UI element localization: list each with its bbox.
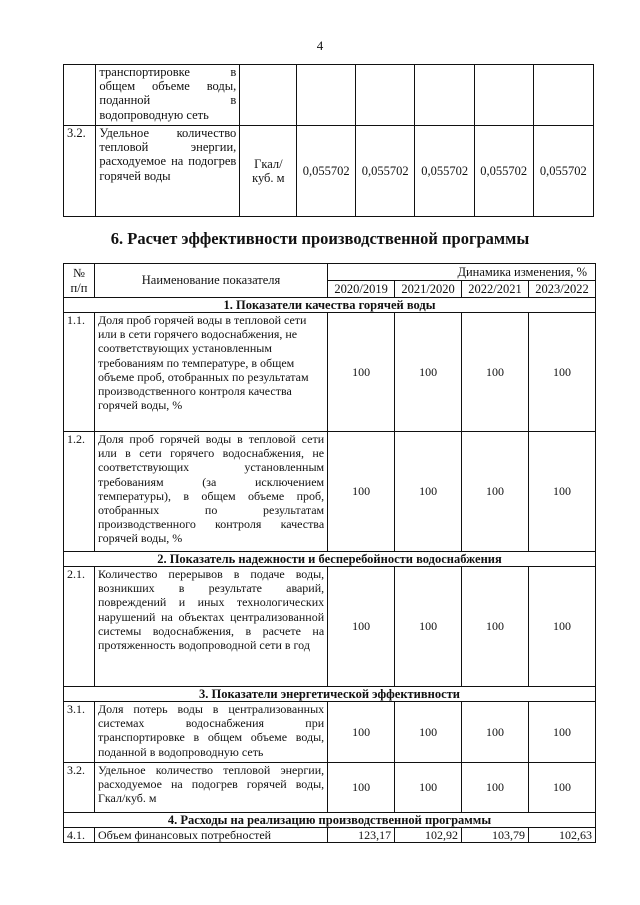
value-cell: 102,63 xyxy=(529,828,596,843)
row-name: Объем финансовых потребностей xyxy=(94,828,327,843)
table-row xyxy=(64,828,596,843)
row-number: 1.2. xyxy=(64,432,95,552)
section-heading: 2. Показатель надежности и бесперебойности водоснабжения xyxy=(64,552,596,567)
row-name: Удельное количество тепловой энергии, расходуемое на подогрев горячей воды, Гкал/куб. м xyxy=(94,763,327,813)
section-row xyxy=(64,687,596,702)
value-cell: 100 xyxy=(529,313,596,432)
value-cell: 100 xyxy=(328,763,395,813)
section-row xyxy=(64,552,596,567)
value-cell: 100 xyxy=(395,432,462,552)
section-heading: 3. Показатели энергетической эффективности xyxy=(64,687,596,702)
value-cell: 100 xyxy=(395,702,462,763)
period-header: 2023/2022 xyxy=(529,281,596,298)
value-cell: 100 xyxy=(462,313,529,432)
dynamics-header: Динамика изменения, % xyxy=(328,264,596,281)
value-cell: 123,17 xyxy=(328,828,395,843)
table-row xyxy=(64,65,594,126)
value-cell: 100 xyxy=(462,567,529,687)
table-row xyxy=(64,126,594,217)
value-cell: 100 xyxy=(328,567,395,687)
period-header: 2022/2021 xyxy=(462,281,529,298)
value-cell: 0,055702 xyxy=(297,126,356,217)
name-header: Наименование показателя xyxy=(94,264,327,298)
row-number: 3.2. xyxy=(64,126,96,217)
row-name: Доля проб горячей воды в тепловой сети или в сети горячего водоснабжения, не соответствующих установленным требованиям по температуре, в общем объеме проб, отобранных по результатам производственного контроля качества горячей воды, % xyxy=(94,313,327,432)
table-row xyxy=(64,763,596,813)
row-name: Количество перерывов в подаче воды, возникших в результате аварий, повреждений и иных технологических нарушений на объектах централизованной системы водоснабжения, в расчете на протяженность водопроводной сети в год xyxy=(94,567,327,687)
section-row xyxy=(64,813,596,828)
value-cell: 100 xyxy=(328,702,395,763)
unit-cell: Гкал/ куб. м xyxy=(240,126,297,217)
value-cell: 0,055702 xyxy=(474,126,533,217)
value-cell: 100 xyxy=(529,432,596,552)
value-cell: 100 xyxy=(529,702,596,763)
value-cell: 0,055702 xyxy=(415,126,475,217)
value-cell: 103,79 xyxy=(462,828,529,843)
row-number: 4.1. xyxy=(64,828,95,843)
section-row xyxy=(64,298,596,313)
value-cell: 100 xyxy=(529,763,596,813)
row-number: 2.1. xyxy=(64,567,95,687)
period-header: 2020/2019 xyxy=(328,281,395,298)
table-row xyxy=(64,432,596,552)
table-row xyxy=(64,567,596,687)
section-heading: 1. Показатели качества горячей воды xyxy=(64,298,596,313)
continued-table xyxy=(63,64,594,217)
value-cell: 100 xyxy=(395,567,462,687)
row-number: 3.1. xyxy=(64,702,95,763)
value-cell: 100 xyxy=(462,702,529,763)
period-header: 2021/2020 xyxy=(395,281,462,298)
value-cell: 100 xyxy=(395,763,462,813)
section-title: 6. Расчет эффективности производственной программы xyxy=(110,229,530,248)
value-cell: 100 xyxy=(462,763,529,813)
value-cell: 102,92 xyxy=(395,828,462,843)
value-cell: 0,055702 xyxy=(355,126,415,217)
efficiency-table xyxy=(63,263,596,843)
value-cell: 100 xyxy=(395,313,462,432)
table-row xyxy=(64,702,596,763)
value-cell: 0,055702 xyxy=(533,126,593,217)
value-cell: 100 xyxy=(462,432,529,552)
page-number: 4 xyxy=(316,38,324,53)
table-row xyxy=(64,313,596,432)
value-cell: 100 xyxy=(529,567,596,687)
row-name: Удельное количество тепловой энергии, расходуемое на подогрев горячей воды xyxy=(96,126,240,217)
row-number: 3.2. xyxy=(64,763,95,813)
section-heading: 4. Расходы на реализацию производственной программы xyxy=(64,813,596,828)
row-name: Доля потерь воды в централизованных системах водоснабжения при транспортировке в общем объеме воды, поданной в водопроводную сеть xyxy=(94,702,327,763)
value-cell: 100 xyxy=(328,432,395,552)
number-header: № п/п xyxy=(64,264,95,298)
value-cell: 100 xyxy=(328,313,395,432)
row-number: 1.1. xyxy=(64,313,95,432)
header-row xyxy=(64,264,596,281)
row-name: Доля проб горячей воды в тепловой сети или в сети горячего водоснабжения, не соответствующих установленным требованиям (за исключением температуры), в общем объеме проб, отобранных по результатам производственного контроля качества горячей воды, % xyxy=(94,432,327,552)
row-name: транспортировке в общем объеме воды, поданной в водопроводную сеть xyxy=(96,65,240,126)
